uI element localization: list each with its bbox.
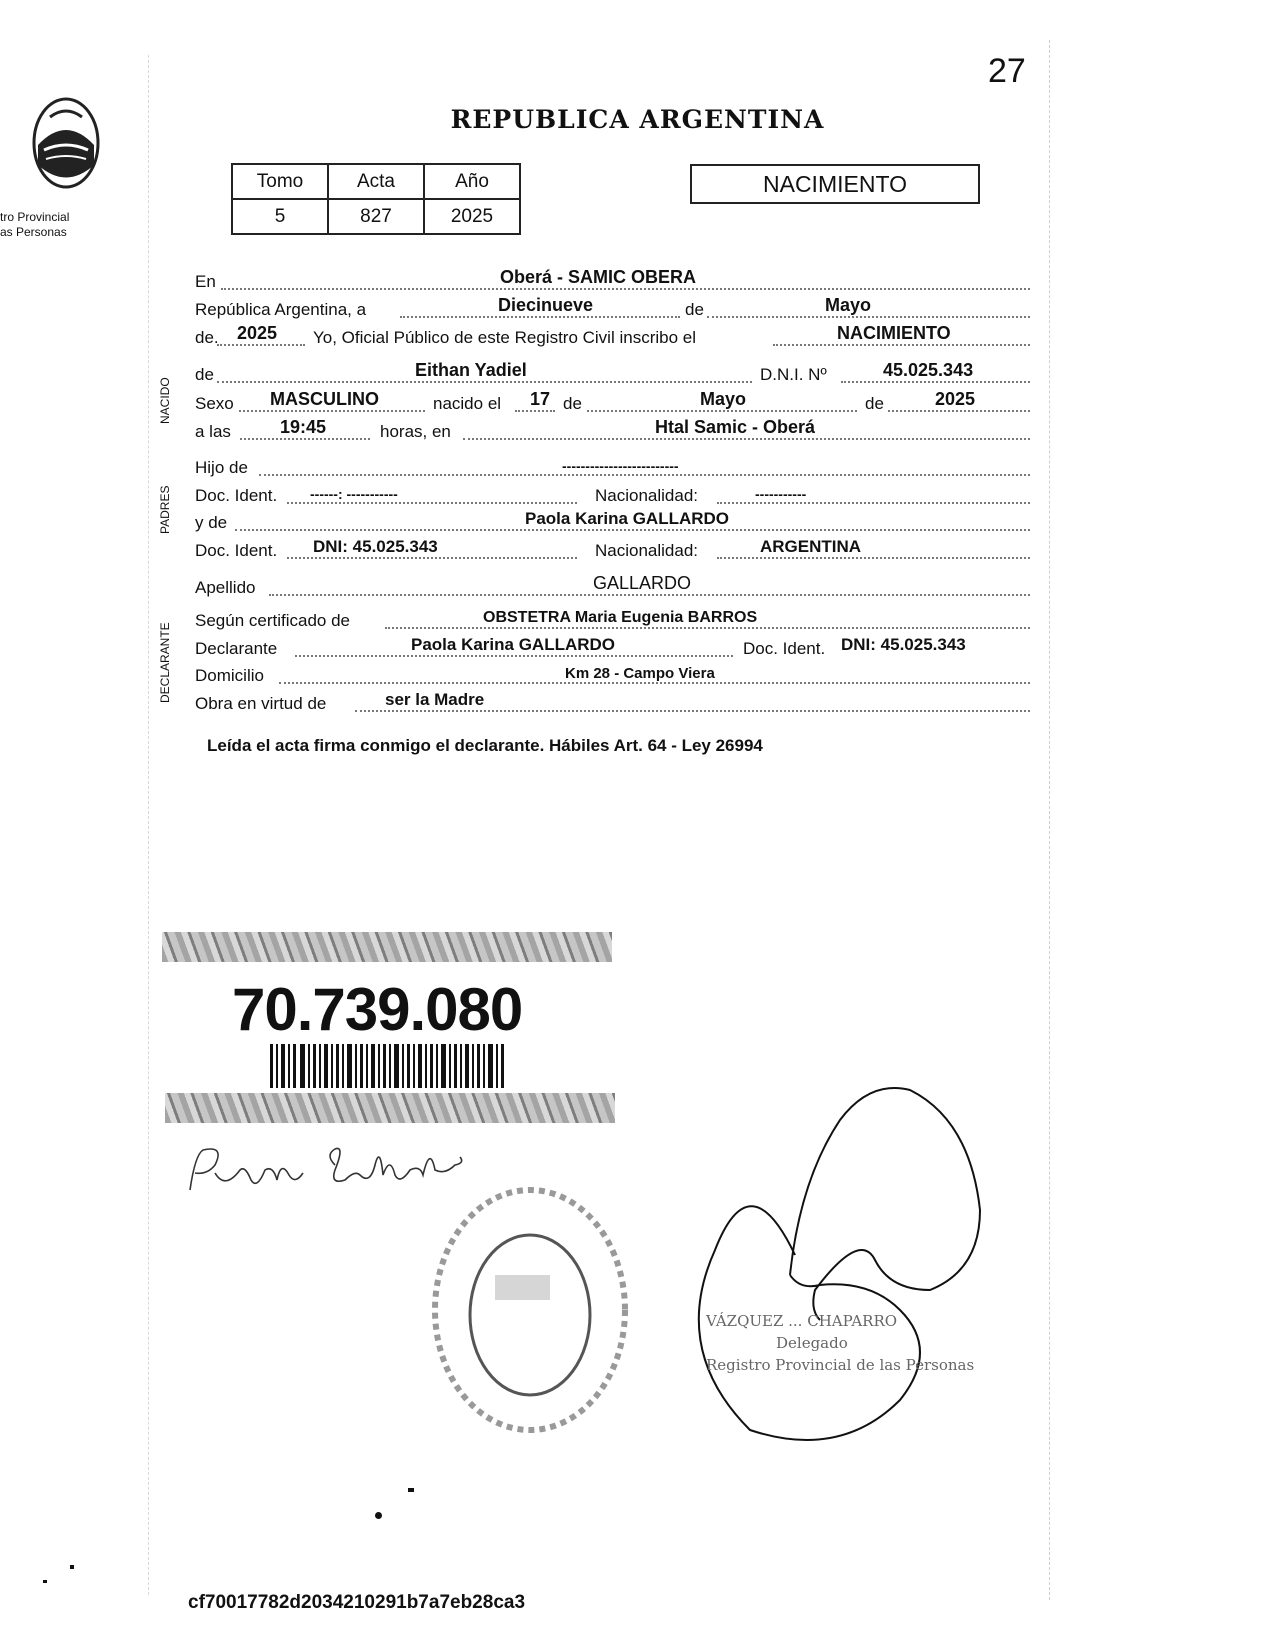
- registro-round-seal: [420, 1180, 630, 1440]
- value-domicilio: Km 28 - Campo Viera: [565, 665, 715, 682]
- right-margin-line: [1049, 40, 1050, 1600]
- label-de-nac-anio: de: [865, 394, 884, 413]
- registro-line-2: as Personas: [0, 225, 67, 239]
- label-hijo-de: Hijo de: [195, 458, 248, 477]
- row-nombre: [195, 360, 1030, 387]
- row-fecha: [195, 295, 1030, 322]
- page-number: 27: [988, 52, 1026, 90]
- anio-value: 2025: [424, 199, 520, 234]
- tomo-value: 5: [232, 199, 328, 234]
- row-declarante: [195, 637, 1030, 661]
- label-doc-ident-declarante: Doc. Ident.: [743, 639, 826, 658]
- value-nombre: Eithan Yadiel: [415, 360, 527, 380]
- row-hora: [195, 417, 1030, 444]
- value-madre-doc: DNI: 45.025.343: [313, 537, 438, 556]
- value-anio: 2025: [237, 323, 278, 343]
- value-certificado: OBSTETRA Maria Eugenia BARROS: [483, 609, 758, 626]
- registro-line-1: tro Provincial: [0, 210, 70, 224]
- label-declarante: Declarante: [195, 639, 278, 658]
- row-sexo: [195, 389, 1030, 416]
- leida-statement: Leída el acta firma conmigo el declarante. Hábiles Art. 64 - Ley 26994: [207, 736, 763, 755]
- value-padre-doc: ------: -----------: [310, 486, 398, 502]
- stamp-line-2: Delegado: [776, 1334, 848, 1352]
- value-dni: 45.025.343: [883, 360, 974, 380]
- label-doc-ident-madre: Doc. Ident.: [195, 541, 278, 560]
- label-obra: Obra en virtud de: [195, 694, 327, 713]
- label-de-mes: de: [685, 300, 704, 319]
- row-inscripcion: [195, 323, 1030, 350]
- label-en: En: [195, 272, 216, 291]
- label-domicilio: Domicilio: [195, 666, 264, 685]
- side-label-padres: PADRES: [158, 485, 172, 535]
- scan-speck: [70, 1565, 74, 1569]
- label-apellido: Apellido: [195, 578, 256, 597]
- row-madre-doc: [195, 539, 1030, 563]
- value-mes: Mayo: [825, 295, 872, 315]
- row-apellido: [195, 573, 1030, 600]
- security-band-bottom: [165, 1093, 615, 1123]
- stamp-line-3: Registro Provincial de las Personas: [706, 1356, 975, 1374]
- stamp-line-1: VÁZQUEZ ... CHAPARRO: [706, 1312, 898, 1330]
- tipo-acta-box: NACIMIENTO: [690, 164, 980, 204]
- label-horas-en: horas, en: [380, 422, 451, 441]
- row-lugar: [195, 267, 1030, 294]
- value-apellido: GALLARDO: [593, 573, 692, 593]
- scan-speck: [43, 1580, 47, 1583]
- label-a-las: a las: [195, 422, 231, 441]
- document-hash: cf70017782d2034210291b7a7eb28ca3: [188, 1592, 526, 1613]
- official-stamp: [706, 1310, 974, 1376]
- label-y-de: y de: [195, 513, 228, 532]
- value-obra: ser la Madre: [385, 690, 485, 709]
- label-de-nombre: de: [195, 365, 214, 384]
- value-padre: -------------------------: [562, 458, 679, 474]
- value-nac-mes: Mayo: [700, 389, 747, 409]
- label-nacionalidad-padre: Nacionalidad:: [595, 486, 699, 505]
- acta-header: Acta: [328, 164, 424, 199]
- value-lugar: Oberá - SAMIC OBERA: [500, 267, 697, 287]
- label-segun: Según certificado de: [195, 611, 350, 630]
- label-dni: D.N.I. Nº: [760, 365, 827, 384]
- security-band-top: [162, 932, 612, 962]
- row-domicilio: [195, 664, 1030, 688]
- label-de-anio: de.: [195, 328, 219, 347]
- side-label-nacido: NACIDO: [158, 377, 172, 425]
- value-dia: Diecinueve: [498, 295, 594, 315]
- scan-speck: [408, 1488, 414, 1492]
- value-tipo: NACIMIENTO: [837, 323, 951, 343]
- label-sexo: Sexo: [195, 394, 234, 413]
- acta-value: 827: [328, 199, 424, 234]
- row-madre: [195, 511, 1030, 535]
- tomo-acta-table: [231, 163, 521, 235]
- value-madre-nac: ARGENTINA: [760, 537, 862, 556]
- security-number: 70.739.080: [232, 976, 523, 1043]
- registro-provincial-label: [0, 210, 69, 240]
- official-signature: [640, 1060, 1020, 1460]
- value-declarante: Paola Karina GALLARDO: [411, 635, 616, 654]
- row-certificado: [195, 609, 1030, 633]
- value-lugar-nac: Htal Samic - Oberá: [655, 417, 816, 437]
- document-title: REPUBLICA ARGENTINA: [450, 105, 825, 134]
- row-padre-doc: [195, 484, 1030, 508]
- label-nacido-el: nacido el: [433, 394, 502, 413]
- row-padre: [195, 456, 1030, 480]
- label-republica: República Argentina, a: [195, 300, 367, 319]
- left-margin-line: [148, 55, 149, 1595]
- row-obra: [195, 692, 1030, 716]
- value-nac-dia: 17: [530, 389, 551, 409]
- label-de-nac-mes: de: [563, 394, 582, 413]
- value-hora: 19:45: [280, 417, 327, 437]
- tomo-header: Tomo: [232, 164, 328, 199]
- value-declarante-doc: DNI: 45.025.343: [841, 635, 966, 654]
- side-label-declarante: DECLARANTE: [158, 622, 172, 703]
- value-madre: Paola Karina GALLARDO: [525, 509, 730, 528]
- barcode: [270, 1044, 506, 1088]
- scan-speck: [375, 1512, 382, 1519]
- label-doc-ident-padre: Doc. Ident.: [195, 486, 278, 505]
- anio-header: Año: [424, 164, 520, 199]
- label-yo: Yo, Oficial Público de este Registro Civil inscribo el: [313, 328, 696, 347]
- value-sexo: MASCULINO: [270, 389, 379, 409]
- value-padre-nac: -----------: [755, 486, 807, 502]
- label-nacionalidad-madre: Nacionalidad:: [595, 541, 699, 560]
- value-nac-anio: 2025: [935, 389, 976, 409]
